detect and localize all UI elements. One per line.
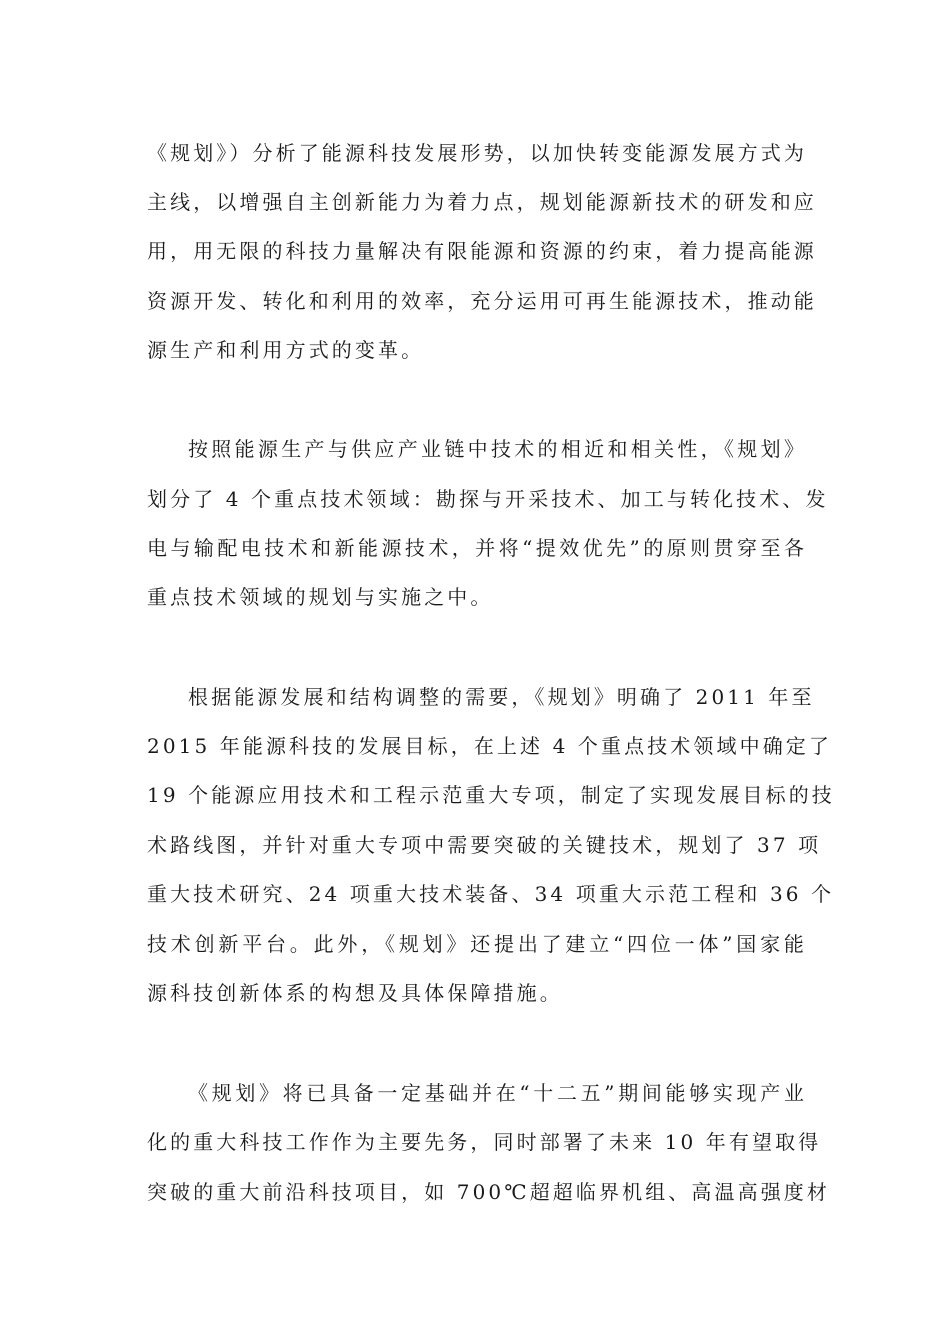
text-line: 术路线图，并针对重大专项中需要突破的关键技术，规划了 37 项 [147,833,822,857]
text-line: 重点技术领域的规划与实施之中。 [147,585,494,609]
text-line: 主线，以增强自主创新能力为着力点，规划能源新技术的研发和应 [147,190,817,214]
text-line: 源科技创新体系的构想及具体保障措施。 [147,981,563,1005]
text-line: 化的重大科技工作作为主要先务，同时部署了未来 10 年有望取得 [147,1130,822,1154]
text-line: 划分了 4 个重点技术领域：勘探与开采技术、加工与转化技术、发 [147,487,829,511]
text-line: 电与输配电技术和新能源技术，并将“提效优先”的原则贯穿至各 [147,536,807,560]
text-line: 《规划》）分析了能源科技发展形势，以加快转变能源发展方式为 [147,141,807,165]
text-line: 技术创新平台。此外，《规划》还提出了建立“四位一体”国家能 [147,932,807,956]
text-line: 资源开发、转化和利用的效率，充分运用可再生能源技术，推动能 [147,289,817,313]
text-line: 按照能源生产与供应产业链中技术的相近和相关性，《规划》 [188,437,807,461]
text-line: 重大技术研究、24 项重大技术装备、34 项重大示范工程和 36 个 [147,882,835,906]
text-line: 用，用无限的科技力量解决有限能源和资源的约束，着力提高能源 [147,239,817,263]
text-line: 源生产和利用方式的变革。 [147,338,425,362]
text-line: 2015 年能源科技的发展目标，在上述 4 个重点技术领域中确定了 [147,734,832,758]
text-line: 《规划》将已具备一定基础并在“十二五”期间能够实现产业 [188,1081,807,1105]
text-line: 19 个能源应用技术和工程示范重大专项，制定了实现发展目标的技 [147,783,835,807]
text-line: 根据能源发展和结构调整的需要，《规划》明确了 2011 年至 [188,685,815,709]
text-line: 突破的重大前沿科技项目，如 700℃超超临界机组、高温高强度材 [147,1180,831,1204]
